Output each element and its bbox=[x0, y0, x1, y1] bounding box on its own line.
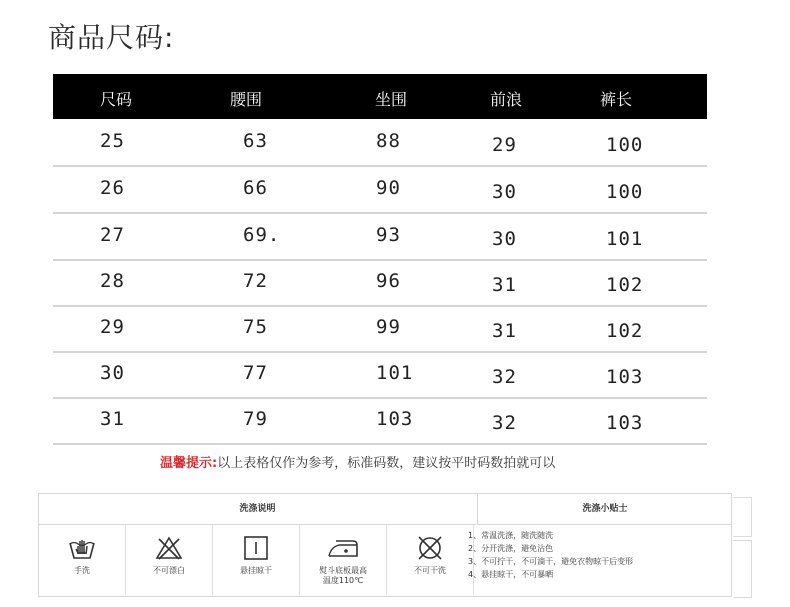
care-label bbox=[300, 566, 386, 586]
cell-size: 29 bbox=[100, 316, 125, 338]
table-row bbox=[53, 397, 707, 445]
cell-front-rise: 32 bbox=[492, 366, 517, 388]
cell-size: 25 bbox=[100, 130, 125, 152]
header-waist: 腰围 bbox=[230, 90, 263, 109]
care-item-iron bbox=[300, 525, 387, 595]
care-label: 不可漂白 bbox=[153, 566, 185, 575]
cell-length: 102 bbox=[606, 320, 644, 342]
wash-tips-list bbox=[468, 529, 633, 581]
cell-hip: 96 bbox=[376, 270, 401, 292]
table-row bbox=[53, 351, 707, 399]
cell-size: 30 bbox=[100, 362, 125, 384]
hand-wash-icon bbox=[67, 535, 97, 561]
list-item: 3、不可拧干，不可滴干，避免衣物晾干后变形 bbox=[468, 557, 634, 566]
table-header bbox=[53, 74, 707, 119]
cell-size: 26 bbox=[100, 177, 125, 199]
care-label-line: 熨斗底板最高 bbox=[319, 566, 367, 575]
header-length: 裤长 bbox=[600, 90, 633, 109]
cell-waist: 79 bbox=[243, 408, 268, 430]
cell-size: 27 bbox=[100, 224, 125, 246]
cell-size: 28 bbox=[100, 270, 125, 292]
table-row bbox=[53, 259, 707, 307]
cell-front-rise: 31 bbox=[492, 274, 517, 296]
wash-instructions-heading: 洗涤说明 bbox=[39, 494, 476, 525]
cell-waist: 69. bbox=[243, 224, 281, 246]
care-label-line: 温度110℃ bbox=[322, 576, 364, 585]
size-note bbox=[160, 452, 555, 471]
note-label: 温馨提示: bbox=[160, 456, 218, 471]
panel-edge bbox=[733, 497, 752, 537]
cell-front-rise: 32 bbox=[492, 412, 517, 434]
header-front-rise: 前浪 bbox=[490, 90, 523, 109]
cell-hip: 101 bbox=[376, 362, 414, 384]
cell-front-rise: 31 bbox=[492, 320, 517, 342]
cell-length: 100 bbox=[606, 134, 644, 156]
table-row bbox=[53, 305, 707, 353]
care-item-no-bleach bbox=[126, 525, 213, 595]
list-item: 1、常温洗涤，随洗随洗 bbox=[468, 531, 554, 540]
cell-waist: 75 bbox=[243, 316, 268, 338]
care-item-hang-dry bbox=[213, 525, 300, 595]
cell-waist: 63 bbox=[243, 130, 268, 152]
cell-length: 103 bbox=[606, 412, 644, 434]
cell-front-rise: 30 bbox=[492, 181, 517, 203]
header-hip: 坐围 bbox=[375, 90, 408, 109]
cell-waist: 72 bbox=[243, 270, 268, 292]
iron-icon bbox=[326, 535, 360, 561]
list-item: 2、分开洗涤，避免沾色 bbox=[468, 544, 554, 553]
no-tumble-dry-icon bbox=[415, 535, 445, 561]
page-title: 商品尺码: bbox=[48, 21, 175, 54]
cell-size: 31 bbox=[100, 408, 125, 430]
cell-front-rise: 30 bbox=[492, 228, 517, 250]
cell-length: 100 bbox=[606, 181, 644, 203]
table-row bbox=[53, 119, 707, 167]
wash-tips-heading: 洗涤小贴士 bbox=[477, 494, 732, 525]
care-label: 不可干洗 bbox=[414, 566, 446, 575]
care-label: 悬挂晾干 bbox=[240, 566, 272, 575]
table-row bbox=[53, 166, 707, 214]
header-size: 尺码 bbox=[100, 90, 133, 109]
cell-waist: 66 bbox=[243, 177, 268, 199]
cell-hip: 93 bbox=[376, 224, 401, 246]
cell-length: 101 bbox=[606, 228, 644, 250]
cell-length: 103 bbox=[606, 366, 644, 388]
cell-hip: 99 bbox=[376, 316, 401, 338]
list-item: 4、悬挂晾干，不可暴晒 bbox=[468, 570, 554, 579]
cell-hip: 103 bbox=[376, 408, 414, 430]
note-text: 以上表格仅作为参考，标准码数，建议按平时码数拍就可以 bbox=[217, 456, 556, 471]
cell-waist: 77 bbox=[243, 362, 268, 384]
no-bleach-icon bbox=[154, 535, 184, 561]
care-item-no-tumble-dry bbox=[387, 525, 474, 595]
cell-length: 102 bbox=[606, 274, 644, 296]
panel-edge bbox=[733, 540, 752, 598]
hang-dry-icon bbox=[241, 535, 271, 561]
care-item-hand-wash bbox=[39, 525, 126, 595]
cell-front-rise: 29 bbox=[492, 134, 517, 156]
cell-hip: 90 bbox=[376, 177, 401, 199]
cell-hip: 88 bbox=[376, 130, 401, 152]
care-label: 手洗 bbox=[74, 566, 90, 575]
table-row bbox=[53, 213, 707, 261]
